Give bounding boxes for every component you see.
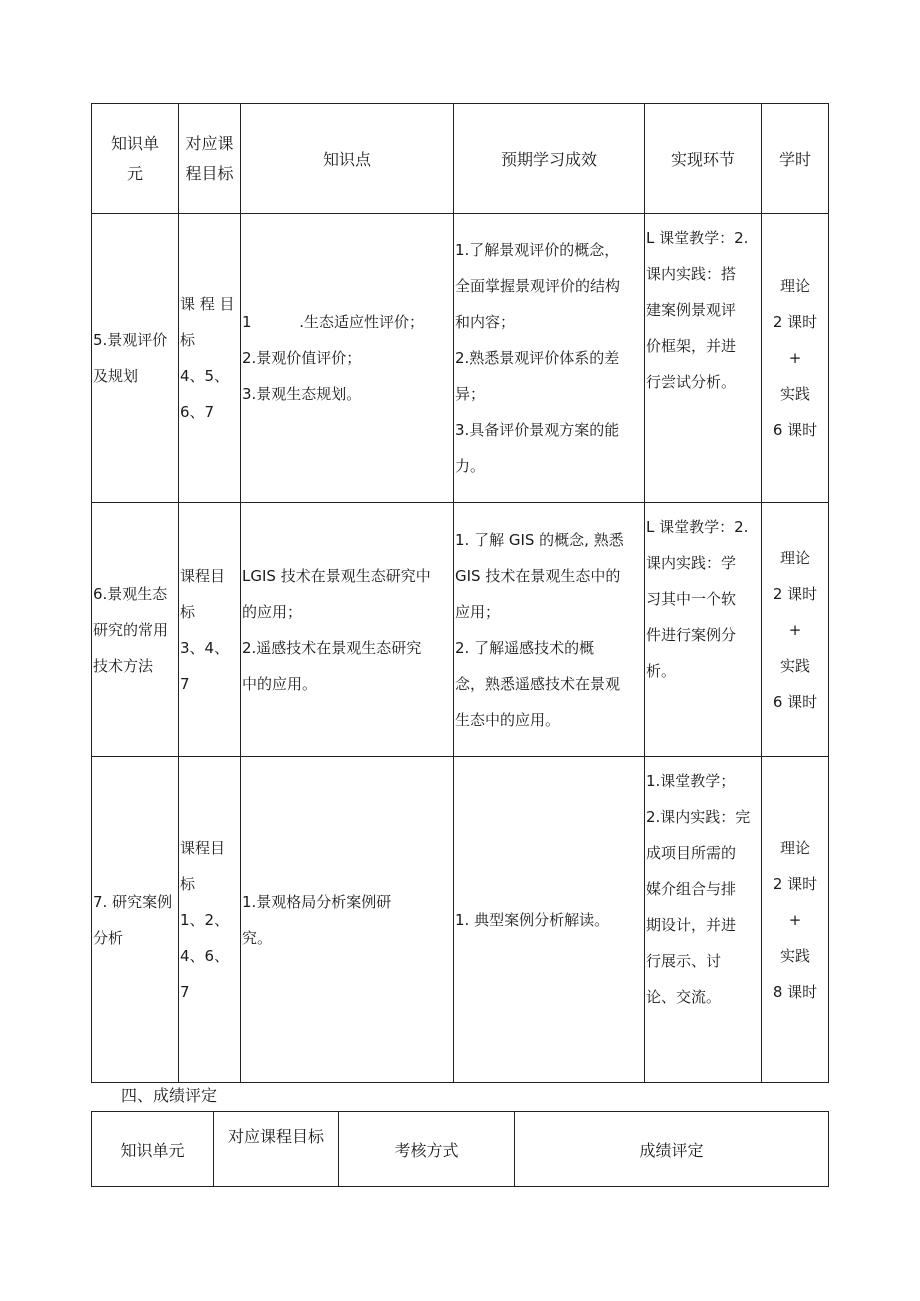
- unit-cell: 5.景观评价 及规划: [92, 214, 179, 503]
- header-target: 对应课程目标: [214, 1112, 339, 1187]
- table-header-row: [92, 104, 829, 214]
- course-content-table: [91, 103, 829, 1083]
- table-row: [92, 757, 829, 1083]
- target-cell: 课程目 标 1、2、 4、6、 7: [179, 757, 241, 1083]
- table-row: [92, 503, 829, 757]
- header-points: 知识点: [241, 104, 454, 214]
- header-steps: 实现环节: [645, 104, 762, 214]
- target-cell: 课 程 目 标 4、5、 6、7: [179, 214, 241, 503]
- steps-cell: L 课堂教学：2. 课内实践：学 习其中一个软 件进行案例分 析。: [645, 503, 762, 757]
- hours-cell: 理论 2 课时 + 实践 8 课时: [762, 757, 829, 1083]
- target-cell: 课程目 标 3、4、 7: [179, 503, 241, 757]
- section-title-grading: 四、成绩评定: [121, 1086, 218, 1105]
- header-outcomes: 预期学习成效: [454, 104, 645, 214]
- header-hours: 学时: [762, 104, 829, 214]
- table-header-row: [92, 1112, 829, 1187]
- points-cell: LGIS 技术在景观生态研究中 的应用； 2.遥感技术在景观生态研究 中的应用。: [241, 503, 454, 757]
- header-assessment: 考核方式: [339, 1112, 515, 1187]
- outcomes-cell: 1.了解景观评价的概念， 全面掌握景观评价的结构 和内容； 2.熟悉景观评价体系的差 异； 3.具备评价景观方案的能 力。: [454, 214, 645, 503]
- outcomes-cell: 1. 典型案例分析解读。: [454, 757, 645, 1083]
- steps-cell: L 课堂教学：2. 课内实践：搭 建案例景观评 价框架，并进 行尝试分析。: [645, 214, 762, 503]
- table-row: [92, 214, 829, 503]
- header-target: 对应课 程目标: [179, 104, 241, 214]
- unit-cell: 7. 研究案例 分析: [92, 757, 179, 1083]
- hours-cell: 理论 2 课时 + 实践 6 课时: [762, 503, 829, 757]
- header-unit: 知识单 元: [92, 104, 179, 214]
- unit-cell: 6.景观生态 研究的常用 技术方法: [92, 503, 179, 757]
- outcomes-cell: 1. 了解 GIS 的概念, 熟悉 GIS 技术在景观生态中的 应用； 2. 了解遥感技术的概 念，熟悉遥感技术在景观 生态中的应用。: [454, 503, 645, 757]
- steps-cell: 1.课堂教学； 2.课内实践：完 成项目所需的 媒介组合与排 期设计，并进 行展示、讨 论、交流。: [645, 757, 762, 1083]
- points-cell: 1.景观格局分析案例研 究。: [241, 757, 454, 1083]
- points-cell: 1 .生态适应性评价； 2.景观价值评价； 3.景观生态规划。: [241, 214, 454, 503]
- header-grading: 成绩评定: [515, 1112, 829, 1187]
- hours-cell: 理论 2 课时 + 实践 6 课时: [762, 214, 829, 503]
- grading-table: [91, 1111, 829, 1187]
- header-unit: 知识单元: [92, 1112, 214, 1187]
